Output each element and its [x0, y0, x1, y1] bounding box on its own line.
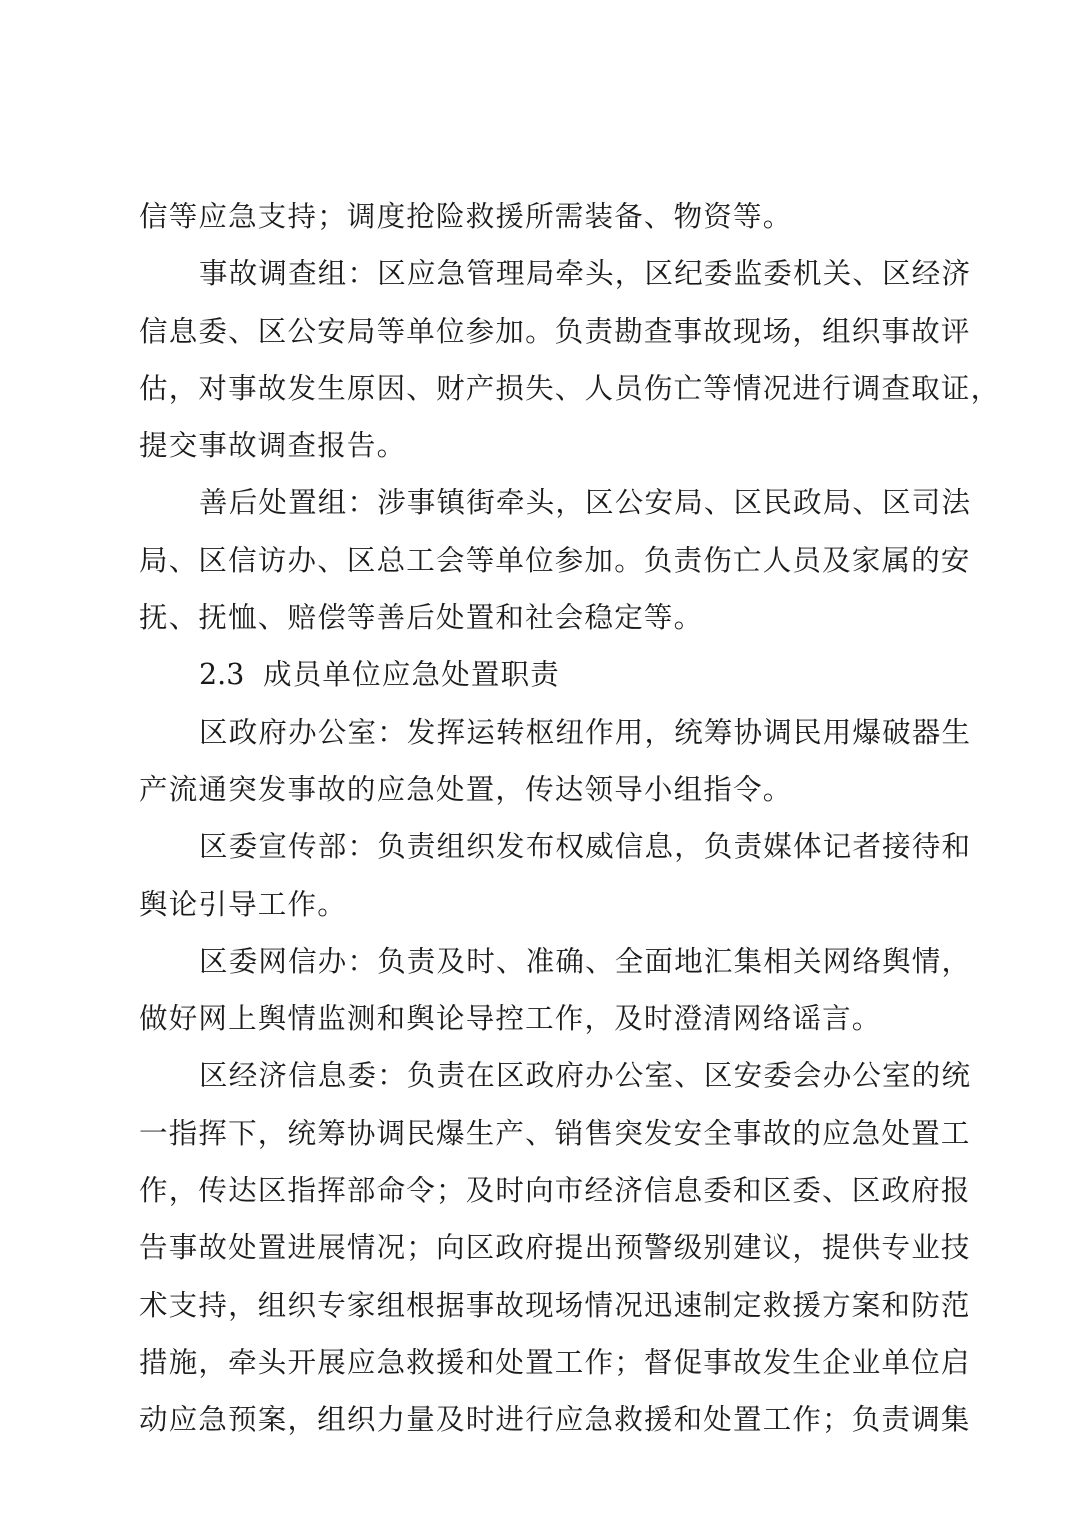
text-line: 作，传达区指挥部命令；及时向市经济信息委和区委、区政府报 [139, 1174, 971, 1208]
text-line: 术支持，组织专家组根据事故现场情况迅速制定救援方案和防范 [139, 1288, 971, 1322]
text-line: 局、区信访办、区总工会等单位参加。负责伤亡人员及家属的安 [139, 543, 971, 577]
text-line: 区委网信办：负责及时、准确、全面地汇集相关网络舆情， [199, 944, 972, 978]
section-heading [139, 646, 939, 703]
text-line: 估，对事故发生原因、财产损失、人员伤亡等情况进行调查取证， [139, 371, 1001, 405]
text-line: 动应急预案，组织力量及时进行应急救援和处置工作；负责调集 [139, 1403, 971, 1437]
text-block-before-heading [139, 188, 1001, 646]
text-line: 做好网上舆情监测和舆论导控工作，及时澄清网络谣言。 [139, 1002, 882, 1036]
text-line: 区委宣传部：负责组织发布权威信息，负责媒体记者接待和 [199, 830, 972, 864]
text-line: 告事故处置进展情况；向区政府提出预警级别建议，提供专业技 [139, 1231, 971, 1265]
section-heading-title: 成员单位应急处置职责 [263, 658, 561, 692]
text-line: 事故调查组：区应急管理局牵头，区纪委监委机关、区经济 [199, 257, 972, 291]
text-line: 一指挥下，统筹协调民爆生产、销售突发安全事故的应急处置工 [139, 1116, 971, 1150]
section-heading-number: 2.3 [199, 658, 245, 692]
text-line: 信息委、区公安局等单位参加。负责勘查事故现场，组织事故评 [139, 314, 971, 348]
text-line: 提交事故调查报告。 [139, 429, 407, 463]
text-line: 区政府办公室：发挥运转枢纽作用，统筹协调民用爆破器生 [199, 715, 972, 749]
text-block-after-heading [139, 704, 972, 1449]
document-page [139, 188, 1001, 1449]
text-line: 抚、抚恤、赔偿等善后处置和社会稳定等。 [139, 601, 704, 635]
text-line: 产流通突发事故的应急处置，传达领导小组指令。 [139, 772, 793, 806]
text-line: 信等应急支持；调度抢险救援所需装备、物资等。 [139, 200, 793, 233]
text-line: 善后处置组：涉事镇街牵头，区公安局、区民政局、区司法 [199, 486, 972, 520]
text-line: 措施，牵头开展应急救援和处置工作；督促事故发生企业单位启 [139, 1345, 971, 1379]
text-line: 区经济信息委：负责在区政府办公室、区安委会办公室的统 [199, 1059, 972, 1093]
text-line: 舆论引导工作。 [139, 887, 347, 921]
